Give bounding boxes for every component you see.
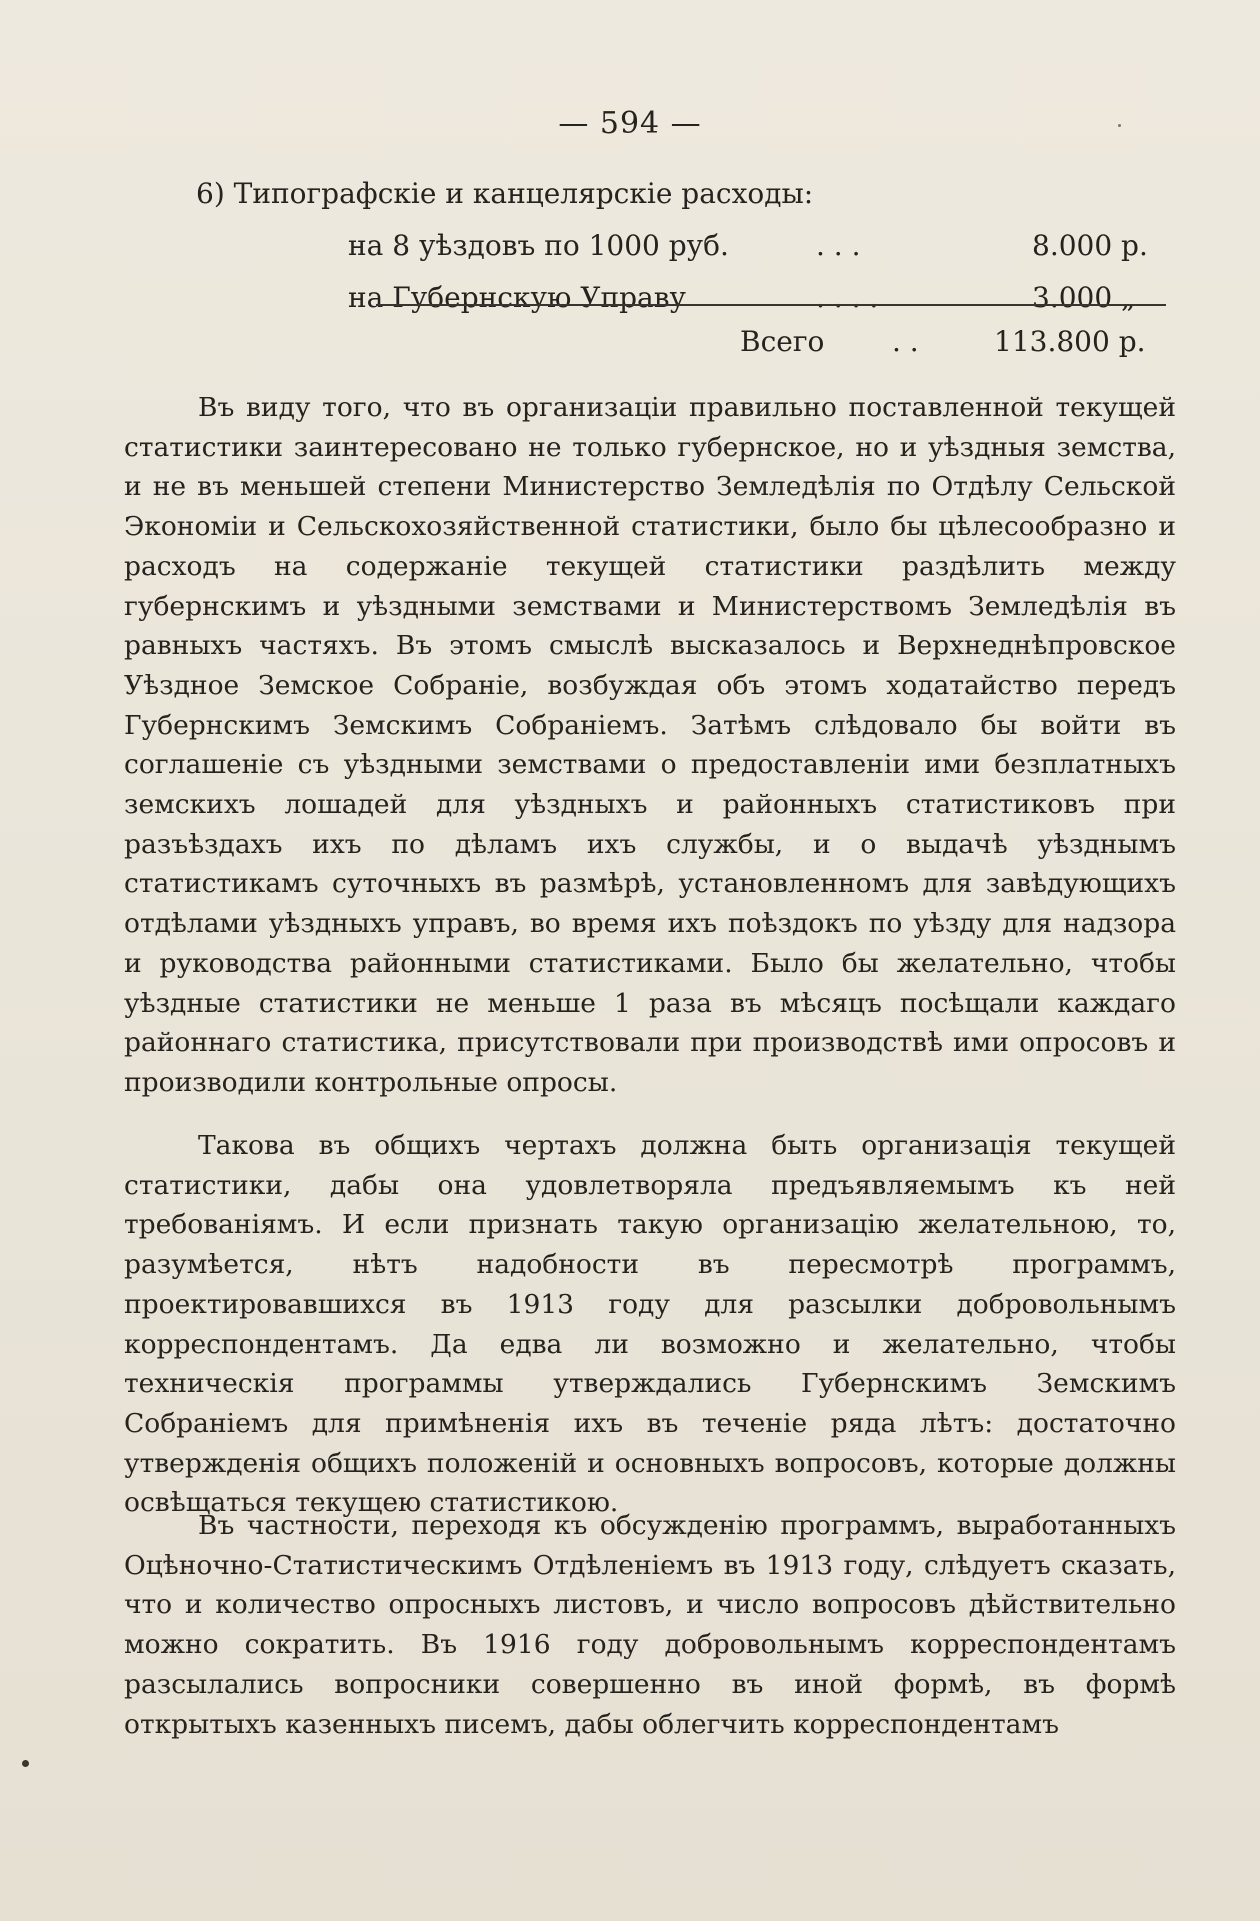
expense-label: на 8 уѣздовъ по 1000 руб.	[348, 229, 729, 262]
page-number: — 594 —	[558, 106, 702, 141]
body-paragraph: Такова въ общихъ чертахъ должна быть организація текущей статистики, дабы она удовлетворяла предъявляемымъ къ ней требованіямъ. И если признать такую организацію желательною, то, разумѣется, нѣтъ надобности въ пересмотрѣ программъ, проектировавшихся въ 1913 году для разсылки добровольнымъ корреспондентамъ. Да едва ли возможно и желательно, чтобы техническія программы утверждались Губернскимъ Земскимъ Собраніемъ для примѣненія ихъ въ теченіе ряда лѣтъ: достаточно утвержденія общихъ положеній и основныхъ вопросовъ, которые должны освѣщаться текущею статистикою.	[124, 1130, 1176, 1519]
expense-heading: 6) Типографскіе и канцелярскіе расходы:	[196, 177, 814, 210]
total-row	[196, 316, 1166, 368]
expense-label: на Губернскую Управу	[348, 281, 686, 314]
body-paragraph: Въ частности, переходя къ обсужденію программъ, выработанныхъ Оцѣночно-Статистическимъ Отдѣленіемъ въ 1913 году, слѣдуетъ сказать, что и количество опросныхъ листовъ, и число вопросовъ дѣйствительно можно сократить. Въ 1916 году добровольнымъ корреспондентамъ разсылались вопросники совершенно въ иной формѣ, въ формѣ открытыхъ казенныхъ писемъ, дабы облегчить корреспондентамъ	[124, 1510, 1176, 1740]
leader-dots: . .	[892, 325, 919, 358]
total-amount: 113.800 р.	[994, 325, 1146, 358]
body-paragraph: Въ виду того, что въ организаціи правильно поставленной текущей статистики заинтересовано не только губернское, но и уѣздныя земства, и не въ меньшей степени Министерство Земледѣлія по Отдѣлу Сельской Экономіи и Сельскохозяйственной статистики, было бы цѣлесообразно и расходъ на содержаніе текущей статистики раздѣлить между губернскимъ и уѣздными земствами и Министерствомъ Земледѣлія въ равныхъ частяхъ. Въ этомъ смыслѣ высказалось и Верхнеднѣпровское Уѣздное Земское Собраніе, возбуждая объ этомъ ходатайство передъ Губернскимъ Земскимъ Собраніемъ. Затѣмъ слѣдовало бы войти въ соглашеніе съ уѣздными земствами о предоставленіи ими безплатныхъ земскихъ лошадей для уѣздныхъ и районныхъ статистиковъ при разъѣздахъ ихъ по дѣламъ ихъ службы, и о выдачѣ уѣзднымъ статистикамъ суточныхъ въ размѣрѣ, установленномъ для завѣдующихъ отдѣлами уѣздныхъ управъ, во время ихъ поѣздокъ по уѣзду для надзора и руководства районными статистиками. Было бы желательно, чтобы уѣздные статистики не меньше 1 раза въ мѣсяцъ посѣщали каждаго районнаго статистика, присутствовали при производствѣ ими опросовъ и производили контрольные опросы.	[124, 392, 1176, 1098]
expense-row	[196, 220, 1166, 272]
sum-rule	[376, 304, 1166, 306]
total-label: Всего	[740, 325, 825, 358]
paper-speck	[1118, 124, 1121, 127]
margin-dot	[22, 1760, 29, 1767]
leader-dots: . . .	[816, 229, 861, 262]
expense-amount: 3.000 „	[1032, 281, 1136, 314]
leader-dots: . . . .	[816, 281, 879, 314]
expense-list	[196, 168, 1166, 324]
expense-amount: 8.000 р.	[1032, 229, 1148, 262]
